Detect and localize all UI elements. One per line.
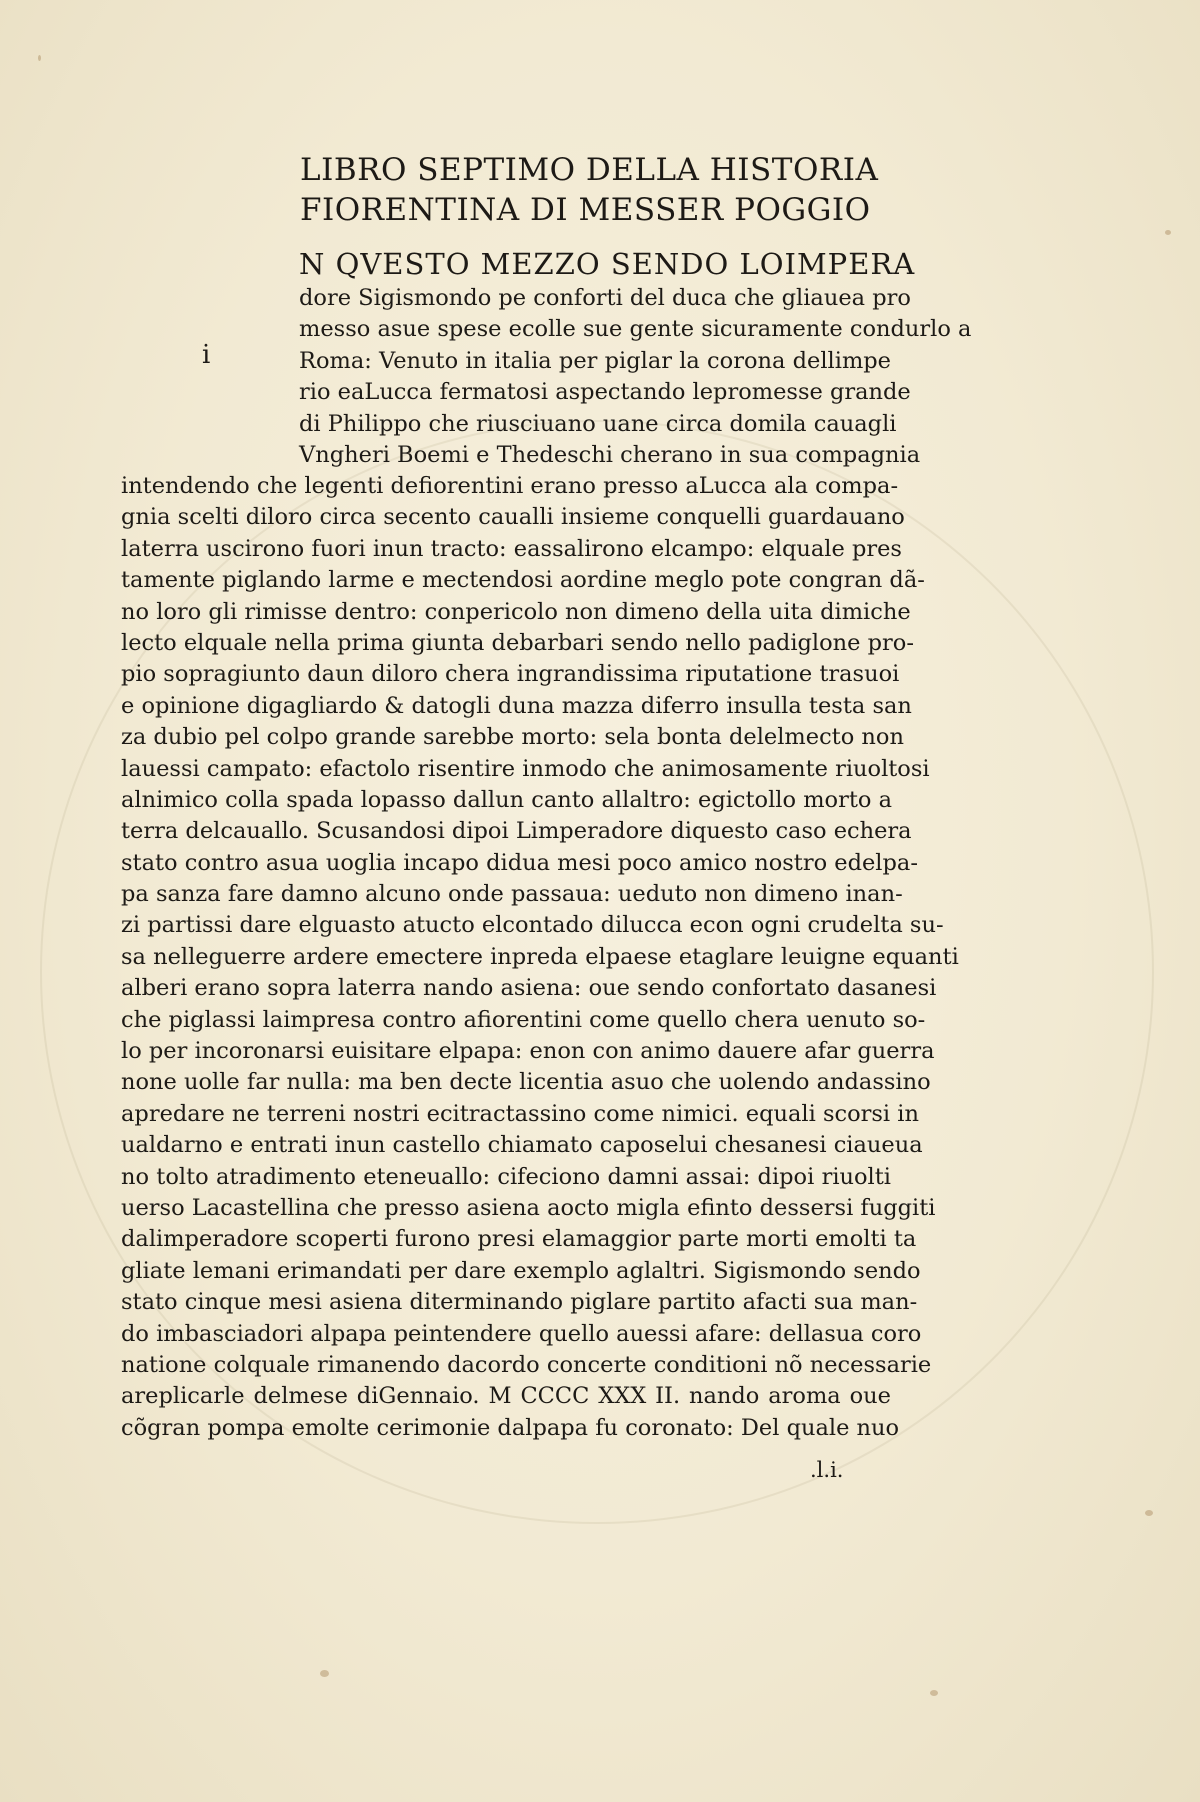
guide-letter: i: [202, 340, 211, 370]
text-line: no loro gli rimisse dentro: conpericolo non dimeno della uita dimiche: [121, 598, 911, 625]
foxing-spot: [1165, 230, 1171, 235]
chapter-title-line-1: LIBRO SEPTIMO DELLA HISTORIA: [300, 152, 879, 188]
text-line: pio sopragiunto daun diloro chera ingrandissima riputatione trasuoi: [121, 661, 900, 688]
text-line: uerso Lacastellina che presso asiena aocto migla efinto dessersi fuggiti: [121, 1194, 936, 1221]
text-line: cõgran pompa emolte cerimonie dalpapa fu coronato: Del quale nuo: [121, 1414, 900, 1441]
text-line: intendendo che legenti defiorentini erano presso aLucca ala compa-: [121, 473, 899, 499]
text-line: Roma: Venuto in italia per piglar la corona dellimpe: [299, 347, 891, 374]
text-line: sa nelleguerre ardere emectere inpreda elpaese etaglare leuigne equanti: [121, 943, 959, 970]
body-text-block: [121, 471, 959, 1444]
text-line: stato contro asua uoglia incapo didua mesi poco amico nostro edelpa-: [121, 849, 918, 876]
text-line: zi partissi dare elguasto atucto elcontado dilucca econ ogni crudelta su-: [121, 912, 944, 939]
text-line: ualdarno e entrati inun castello chiamato caposelui chesanesi ciaueua: [121, 1132, 923, 1159]
signature-mark: .l.i.: [810, 1458, 844, 1482]
text-line: alnimico colla spada lopasso dallun canto allaltro: egictollo morto a: [121, 786, 892, 813]
text-line: no tolto atradimento eteneuallo: cifeciono damni assai: dipoi riuolti: [121, 1163, 891, 1190]
foxing-spot: [930, 1690, 938, 1696]
text-line: tamente piglando larme e mectendosi aordine meglo pote congran dã-: [121, 567, 925, 594]
text-line: di Philippo che riusciuano uane circa domila cauagli: [299, 410, 897, 437]
text-line: Vngheri Boemi e Thedeschi cherano in sua compagnia: [299, 441, 921, 468]
foxing-spot: [1145, 1510, 1153, 1516]
text-line: za dubio pel colpo grande sarebbe morto: sela bonta delelmecto non: [121, 724, 904, 751]
text-line: natione colquale rimanendo dacordo concerte conditioni nõ necessarie: [121, 1351, 932, 1378]
text-line: areplicarle delmese diGennaio. M CCCC XXX II. nando aroma oue: [121, 1383, 891, 1410]
text-line: gliate lemani erimandati per dare exemplo aglaltri. Sigismondo sendo: [121, 1257, 921, 1284]
incipit-line: N QVESTO MEZZO SENDO LOIMPERA: [299, 247, 916, 281]
foxing-spot: [38, 55, 41, 61]
text-line: terra delcauallo. Scusandosi dipoi Limperadore diquesto caso echera: [121, 818, 912, 845]
text-line: che piglassi laimpresa contro afiorentini come quello chera uenuto so-: [121, 1006, 926, 1033]
text-line: e opinione digagliardo & datogli duna mazza diferro insulla testa san: [121, 692, 912, 719]
text-line: rio eaLucca fermatosi aspectando lepromesse grande: [299, 379, 911, 406]
text-line: lo per incoronarsi euisitare elpapa: enon con animo dauere afar guerra: [121, 1038, 935, 1065]
text-line: apredare ne terreni nostri ecitractassino come nimici. equali scorsi in: [121, 1100, 919, 1127]
chapter-title-line-2: FIORENTINA DI MESSER POGGIO: [300, 192, 871, 228]
text-line: stato cinque mesi asiena diterminando piglare partito afacti sua man-: [121, 1289, 918, 1316]
text-line: laterra uscirono fuori inun tracto: eassalirono elcampo: elquale pres: [121, 535, 902, 562]
indented-text-block: [299, 283, 972, 471]
text-line: gnia scelti diloro circa secento caualli insieme conquelli guardauano: [121, 504, 905, 531]
foxing-spot: [320, 1670, 329, 1677]
text-line: dore Sigismondo pe conforti del duca che gliauea pro: [299, 285, 911, 311]
text-line: none uolle far nulla: ma ben decte licentia asuo che uolendo andassino: [121, 1069, 931, 1096]
chapter-title: [300, 150, 878, 230]
text-line: messo asue spese ecolle sue gente sicuramente condurlo a: [299, 316, 972, 343]
text-line: do imbasciadori alpapa peintendere quello auessi afare: dellasua coro: [121, 1320, 922, 1347]
text-line: lauessi campato: efactolo risentire inmodo che animosamente riuoltosi: [121, 755, 930, 782]
text-line: pa sanza fare damno alcuno onde passaua: ueduto non dimeno inan-: [121, 881, 903, 908]
text-line: lecto elquale nella prima giunta debarbari sendo nello padiglone pro-: [121, 629, 914, 656]
text-line: dalimperadore scoperti furono presi elamaggior parte morti emolti ta: [121, 1226, 917, 1253]
text-line: alberi erano sopra laterra nando asiena: oue sendo confortato dasanesi: [121, 975, 937, 1002]
